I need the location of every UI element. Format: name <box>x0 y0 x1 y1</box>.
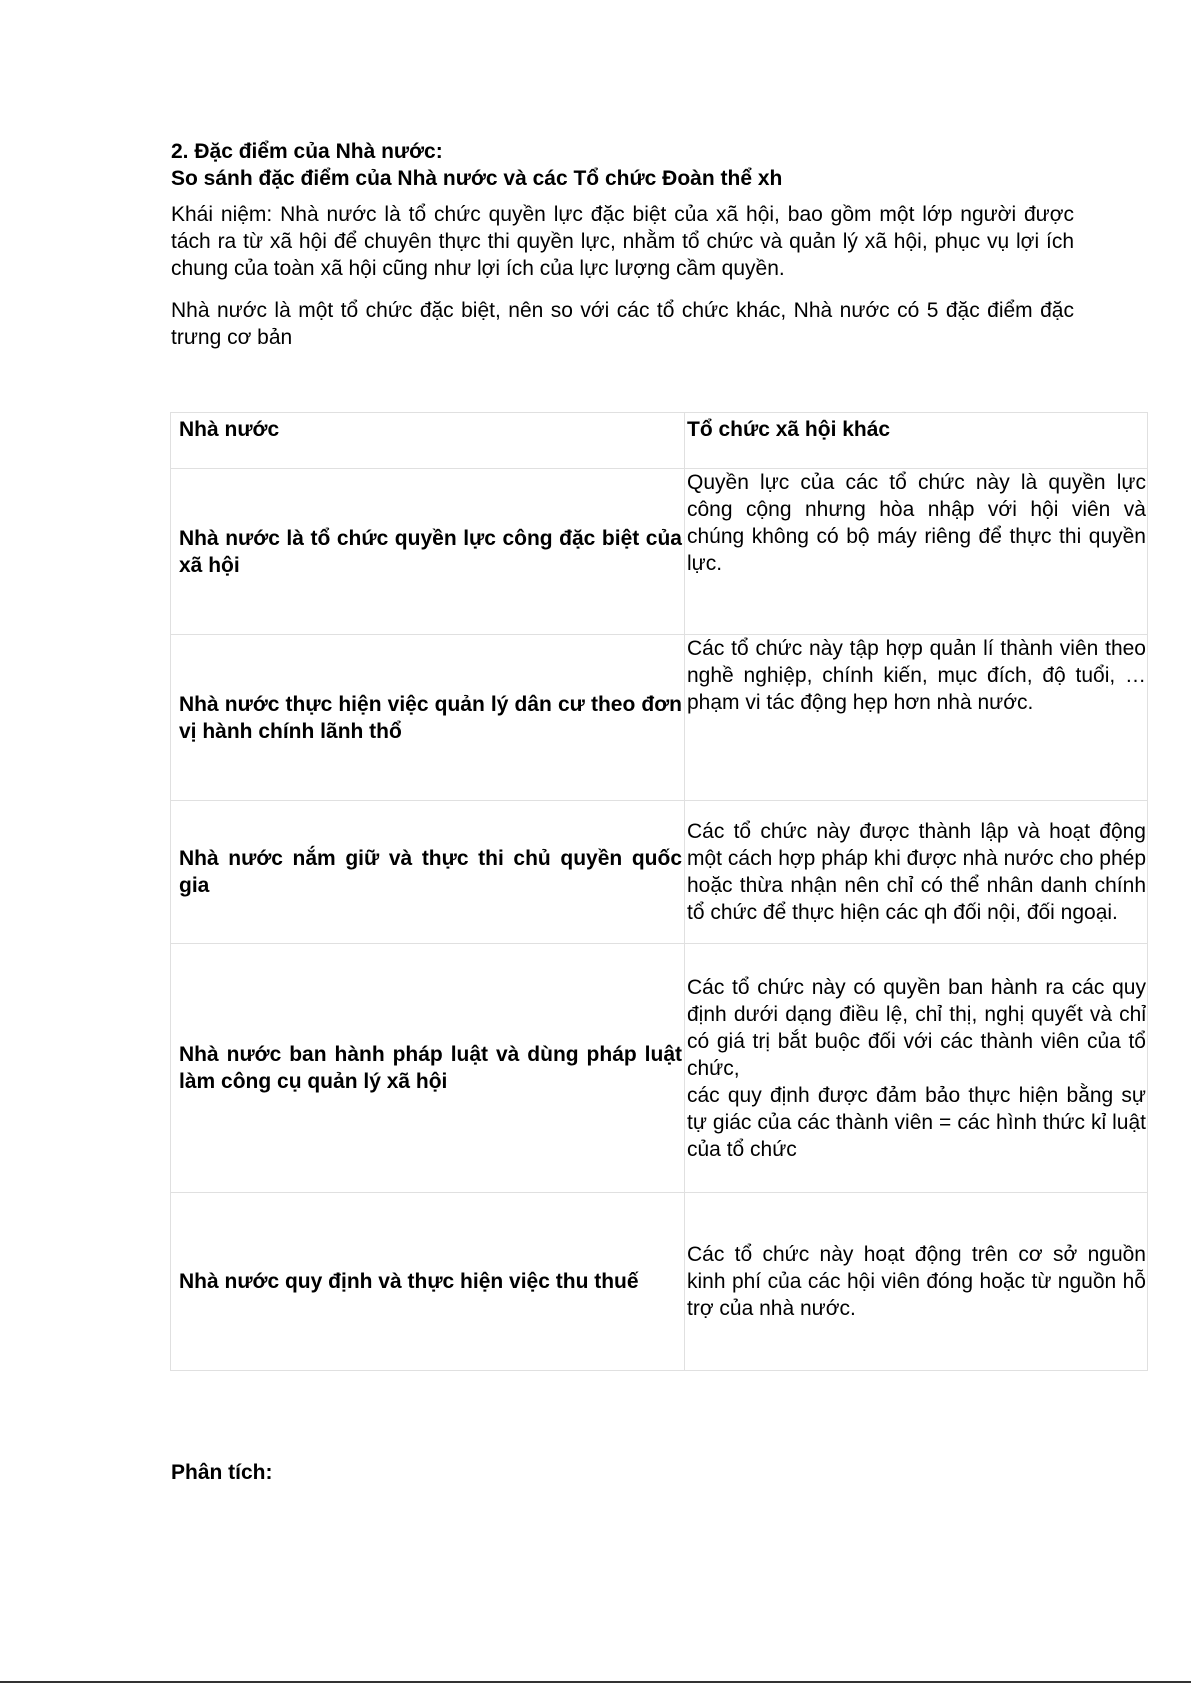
analysis-heading: Phân tích: <box>171 1461 273 1484</box>
state-feature-cell: Nhà nước quy định và thực hiện việc thu thuế <box>171 1193 685 1371</box>
header-state: Nhà nước <box>171 413 685 469</box>
state-feature-cell: Nhà nước thực hiện việc quản lý dân cư theo đơn vị hành chính lãnh thổ <box>171 635 685 801</box>
comparison-table <box>170 412 1148 1371</box>
table-row <box>171 801 1148 944</box>
other-organization-cell: Quyền lực của các tổ chức này là quyền lực công cộng nhưng hòa nhập với hội viên và chúng không có bộ máy riêng để thực thi quyền lực. <box>685 469 1148 635</box>
other-organization-text: Các tổ chức này có quyền ban hành ra các quy định dưới dạng điều lệ, chỉ thị, nghị quyết và chỉ có giá trị bắt buộc đối với các thành viên của tổ chức, <box>687 975 1146 1080</box>
definition-paragraph: Khái niệm: Nhà nước là tổ chức quyền lực đặc biệt của xã hội, bao gồm một lớp người được tách ra từ xã hội để chuyên thực thi quyền lực, nhằm tổ chức và quản lý xã hội, phục vụ lợi ích chung của toàn xã hội cũng như lợi ích của lực lượng cầm quyền. <box>171 203 1074 280</box>
table-row <box>171 635 1148 801</box>
table-row <box>171 469 1148 635</box>
page-bottom-rule <box>0 1681 1191 1683</box>
other-organization-text-continued: các quy định được đảm bảo thực hiện bằng sự tự giác của các thành viên = các hình thức kỉ luật của tổ chức <box>687 1083 1146 1161</box>
other-organization-cell <box>685 944 1148 1193</box>
state-feature-cell: Nhà nước nắm giữ và thực thi chủ quyền quốc gia <box>171 801 685 944</box>
header-other-organizations: Tổ chức xã hội khác <box>685 413 1148 469</box>
state-feature-cell: Nhà nước là tổ chức quyền lực công đặc biệt của xã hội <box>171 469 685 635</box>
table-row <box>171 1193 1148 1371</box>
state-feature-cell: Nhà nước ban hành pháp luật và dùng pháp luật làm công cụ quản lý xã hội <box>171 944 685 1193</box>
other-organization-cell: Các tổ chức này tập hợp quản lí thành viên theo nghề nghiệp, chính kiến, mục đích, độ tuổi, … phạm vi tác động hẹp hơn nhà nước. <box>685 635 1148 801</box>
intro-paragraph: Nhà nước là một tổ chức đặc biệt, nên so với các tổ chức khác, Nhà nước có 5 đặc điểm đặc trưng cơ bản <box>171 299 1074 349</box>
document-body <box>171 138 1151 351</box>
other-organization-cell: Các tổ chức này hoạt động trên cơ sở nguồn kinh phí của các hội viên đóng hoặc từ nguồn hỗ trợ của nhà nước. <box>685 1193 1148 1371</box>
table-header-row <box>171 413 1148 469</box>
section-title: 2. Đặc điểm của Nhà nước: <box>171 140 443 163</box>
other-organization-cell: Các tổ chức này được thành lập và hoạt động một cách hợp pháp khi được nhà nước cho phép hoặc thừa nhận nên chỉ có thể nhân danh chính tổ chức để thực hiện các qh đối nội, đối ngoại. <box>685 801 1148 944</box>
section-subtitle: So sánh đặc điểm của Nhà nước và các Tổ chức Đoàn thể xh <box>171 167 783 190</box>
table-row <box>171 944 1148 1193</box>
